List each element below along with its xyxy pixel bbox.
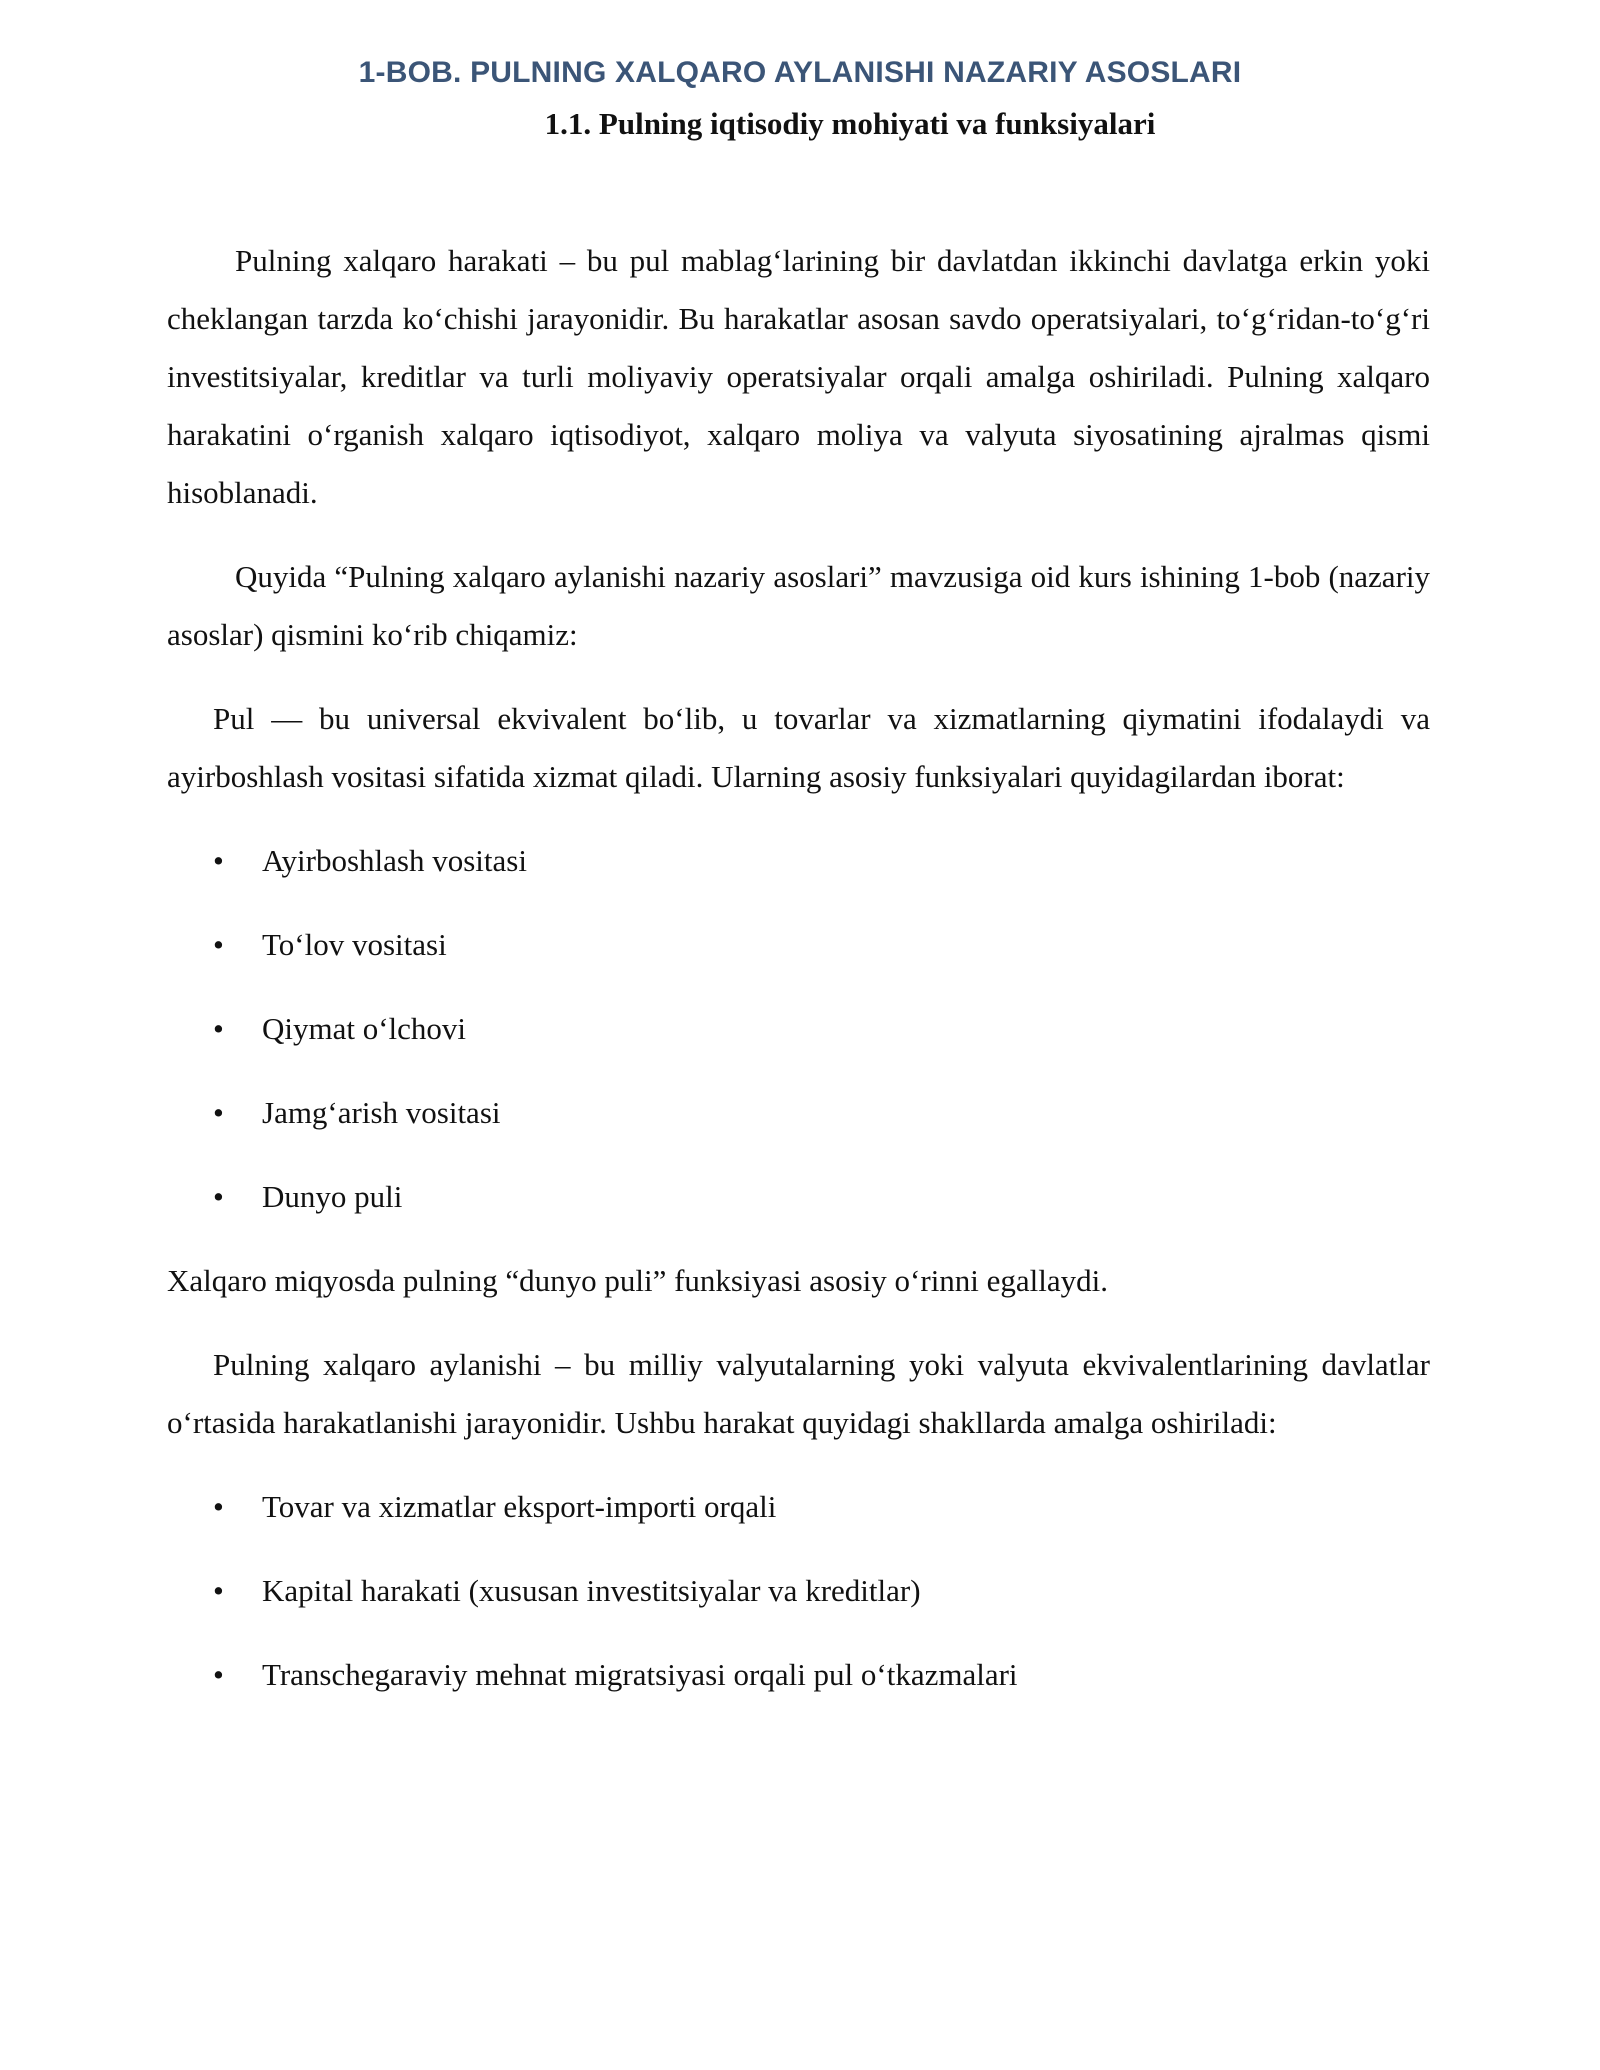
bullet-icon: • bbox=[213, 1179, 224, 1214]
list-item-text: Qiymat o‘lchovi bbox=[262, 1011, 467, 1046]
paragraph-world-money: Xalqaro miqyosda pulning “dunyo puli” funksiyasi asosiy o‘rinni egallaydi. bbox=[167, 1263, 1109, 1298]
list-item bbox=[167, 1646, 1430, 1704]
section-title: 1.1. Pulning iqtisodiy mohiyati va funksiyalari bbox=[544, 106, 1156, 141]
list-item bbox=[167, 1478, 1430, 1536]
circulation-forms-list bbox=[167, 1478, 1430, 1704]
paragraph-circulation: Pulning xalqaro aylanishi – bu milliy valyutalarning yoki valyuta ekvivalentlarining davlatlar o‘rtasida harakatlanishi jarayonidir. Ushbu harakat quyidagi shakllarda amalga oshiriladi: bbox=[167, 1347, 1430, 1440]
bullet-icon: • bbox=[213, 1011, 224, 1046]
list-item-text: Tovar va xizmatlar eksport-importi orqali bbox=[262, 1489, 777, 1524]
document-body bbox=[167, 232, 1430, 1730]
bullet-icon: • bbox=[213, 1489, 224, 1524]
list-item-text: Ayirboshlash vositasi bbox=[262, 843, 527, 878]
list-item bbox=[167, 1168, 1430, 1226]
list-item-text: Dunyo puli bbox=[262, 1179, 403, 1214]
list-item-text: Transchegaraviy mehnat migratsiyasi orqali pul o‘tkazmalari bbox=[262, 1657, 1018, 1692]
list-item bbox=[167, 1000, 1430, 1058]
list-item-text: To‘lov vositasi bbox=[262, 927, 447, 962]
paragraph-intro: Pulning xalqaro harakati – bu pul mablag‘larining bir davlatdan ikkinchi davlatga erkin yoki cheklangan tarzda ko‘chishi jarayonidir. Bu harakatlar asosan savdo operatsiyalari, to‘g‘ridan-to‘g‘ri investitsiyalar, kreditlar va turli moliyaviy operatsiyalar orqali amalga oshiriladi. Pulning xalqaro harakatini o‘rganish xalqaro iqtisodiyot, xalqaro moliya va valyuta siyosatining ajralmas qismi hisoblanadi. bbox=[167, 243, 1430, 510]
list-item-text: Kapital harakati (xususan investitsiyalar va kreditlar) bbox=[262, 1573, 921, 1608]
list-item bbox=[167, 1084, 1430, 1142]
list-item bbox=[167, 916, 1430, 974]
list-item-text: Jamg‘arish vositasi bbox=[262, 1095, 501, 1130]
bullet-icon: • bbox=[213, 1657, 224, 1692]
list-item bbox=[167, 832, 1430, 890]
money-functions-list bbox=[167, 832, 1430, 1226]
bullet-icon: • bbox=[213, 927, 224, 962]
bullet-icon: • bbox=[213, 843, 224, 878]
chapter-title: 1-BOB. PULNING XALQARO AYLANISHI NAZARIY ASOSLARI bbox=[358, 56, 1242, 89]
bullet-icon: • bbox=[213, 1573, 224, 1608]
paragraph-money-definition: Pul — bu universal ekvivalent bo‘lib, u tovarlar va xizmatlarning qiymatini ifodalaydi va ayirboshlash vositasi sifatida xizmat qiladi. Ularning asosiy funksiyalari quyidagilardan iborat: bbox=[167, 701, 1430, 794]
bullet-icon: • bbox=[213, 1095, 224, 1130]
paragraph-overview: Quyida “Pulning xalqaro aylanishi nazariy asoslari” mavzusiga oid kurs ishining 1-bob (nazariy asoslar) qismini ko‘rib chiqamiz: bbox=[167, 559, 1430, 652]
list-item bbox=[167, 1562, 1430, 1620]
